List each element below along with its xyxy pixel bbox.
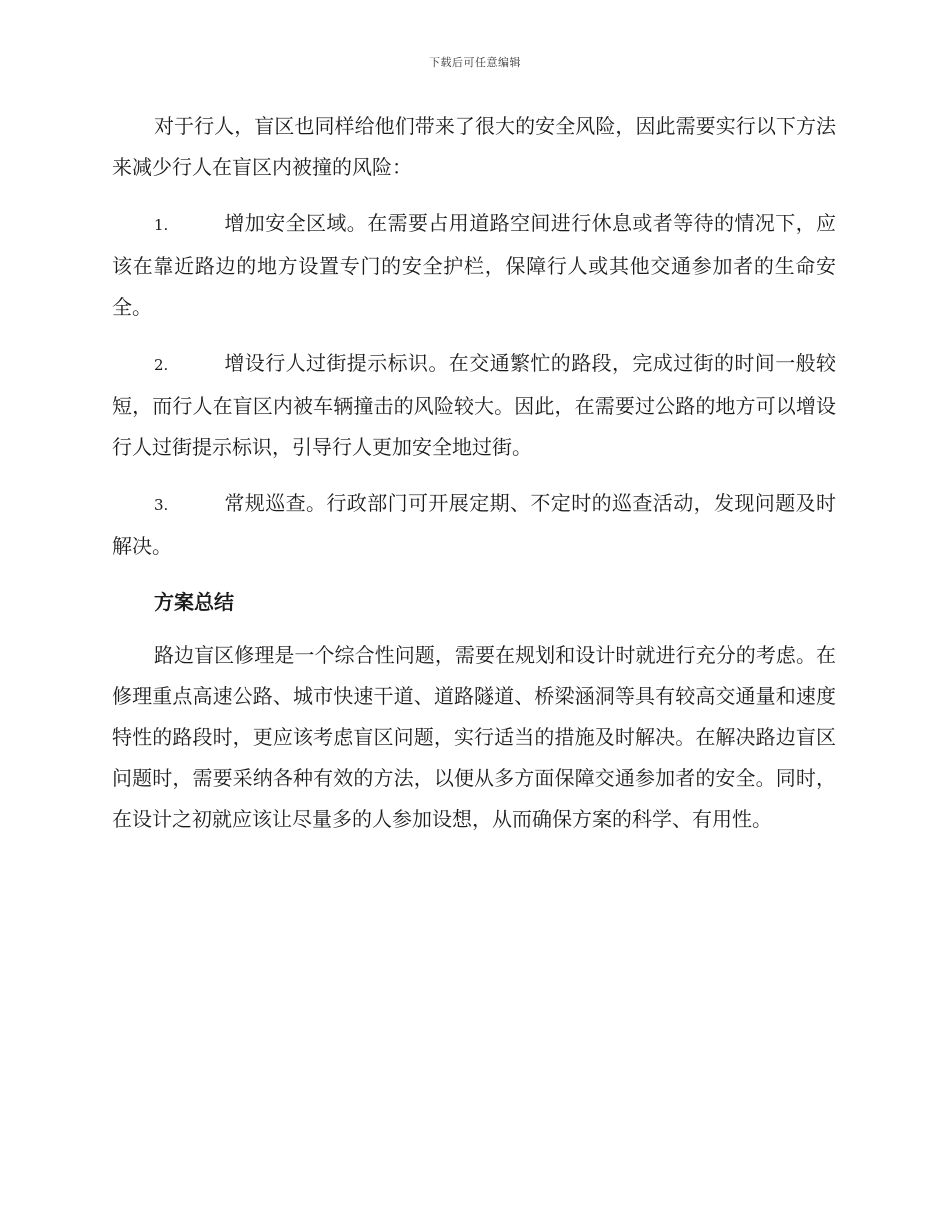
list-item bbox=[112, 343, 836, 468]
list-item bbox=[112, 483, 836, 567]
list-item-number: 3. bbox=[154, 496, 169, 514]
list-item-text: 常规巡查。行政部门可开展定期、不定时的巡查活动，发现问题及时解决。 bbox=[112, 491, 836, 558]
section-heading: 方案总结 bbox=[154, 590, 234, 614]
page-header: 下载后可任意编辑 bbox=[429, 56, 521, 69]
list-item-number: 2. bbox=[154, 356, 169, 374]
list-item-number: 1. bbox=[154, 216, 169, 234]
summary-paragraph: 路边盲区修理是一个综合性问题，需要在规划和设计时就进行充分的考虑。在修理重点高速公路、城市快速干道、道路隧道、桥梁涵洞等具有较高交通量和速度特性的路段时，更应该考虑盲区问题，实行适当的措施及时解决。在解决路边盲区问题时，需要采纳各种有效的方法，以便从多方面保障交通参加者的安全。同时，在设计之初就应该让尽量多的人参加设想，从而确保方案的科学、有用性。 bbox=[112, 643, 836, 831]
list-item bbox=[112, 203, 836, 328]
document-body bbox=[112, 106, 836, 855]
intro-paragraph: 对于行人，盲区也同样给他们带来了很大的安全风险，因此需要实行以下方法来减少行人在盲区内被撞的风险： bbox=[112, 114, 836, 179]
list-item-text: 增设行人过街提示标识。在交通繁忙的路段，完成过街的时间一般较短，而行人在盲区内被车辆撞击的风险较大。因此，在需要过公路的地方可以增设行人过街提示标识，引导行人更加安全地过街。 bbox=[112, 351, 836, 459]
list-item-text: 增加安全区域。在需要占用道路空间进行休息或者等待的情况下，应该在靠近路边的地方设置专门的安全护栏，保障行人或其他交通参加者的生命安全。 bbox=[112, 211, 836, 319]
